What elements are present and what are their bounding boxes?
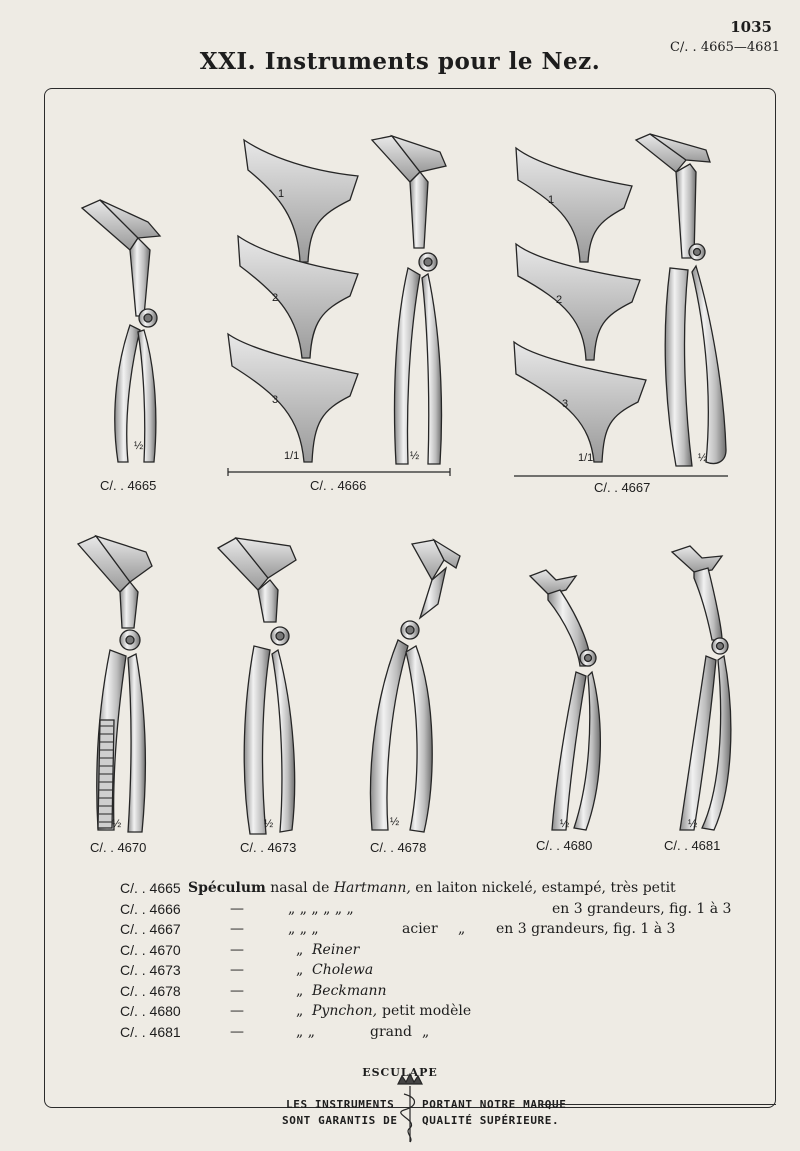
figure-code-4673: C/. . 4673 bbox=[240, 840, 297, 855]
legend-code: C/. . 4673 bbox=[120, 962, 181, 978]
catalog-legend bbox=[120, 880, 740, 1044]
legend-ditto: „ bbox=[296, 1003, 304, 1019]
esculape-emblem bbox=[398, 1074, 422, 1142]
legend-row bbox=[120, 983, 740, 1004]
figure-code-4681: C/. . 4681 bbox=[664, 838, 721, 853]
legend-ditto: „ „ „ „ „ „ bbox=[288, 900, 354, 917]
blade-label: 1 bbox=[548, 194, 555, 206]
legend-inventor: Reiner bbox=[312, 941, 360, 958]
page-number: 1035 bbox=[730, 18, 772, 36]
blade-label: 3 bbox=[272, 394, 279, 406]
legend-dash: — bbox=[230, 982, 244, 999]
footer-line2-right: QUALITÉ SUPÉRIEURE. bbox=[422, 1114, 560, 1127]
blade-label: 1 bbox=[278, 188, 285, 200]
speculum-4681-drawing bbox=[672, 546, 731, 830]
speculum-4666-drawing bbox=[372, 136, 446, 464]
scale-label: ½ bbox=[112, 818, 122, 830]
figure-code-4667: C/. . 4667 bbox=[594, 480, 651, 495]
legend-inventor: Beckmann bbox=[312, 982, 387, 999]
legend-row bbox=[120, 1003, 740, 1024]
legend-ditto: „ „ „ bbox=[288, 921, 319, 937]
legend-code: C/. . 4680 bbox=[120, 1003, 181, 1019]
legend-description bbox=[188, 880, 676, 896]
legend-ditto: „ bbox=[296, 962, 304, 978]
figure-code-4665: C/. . 4665 bbox=[100, 478, 157, 493]
legend-extra: grand bbox=[370, 1023, 412, 1040]
legend-size: en 3 grandeurs, fig. 1 à 3 bbox=[496, 921, 676, 937]
legend-desc-name: Hartmann, bbox=[333, 880, 411, 896]
legend-ditto: „ „ bbox=[296, 1023, 315, 1040]
legend-ditto: „ bbox=[458, 921, 466, 937]
page-title: XXI. Instruments pour le Nez. bbox=[199, 48, 601, 75]
speculum-4667-blades bbox=[514, 148, 646, 462]
legend-dash: — bbox=[230, 1023, 244, 1040]
blade-label: 2 bbox=[272, 292, 279, 304]
speculum-4666-blades bbox=[228, 140, 358, 462]
legend-row bbox=[120, 962, 740, 983]
legend-inventor: Cholewa bbox=[312, 962, 374, 978]
scale-label: ½ bbox=[688, 818, 698, 830]
scale-label: 1/1 bbox=[578, 452, 594, 464]
legend-dash: — bbox=[230, 941, 244, 958]
scale-label: ½ bbox=[698, 452, 708, 464]
legend-code: C/. . 4665 bbox=[120, 880, 181, 896]
figure-code-4680: C/. . 4680 bbox=[536, 838, 593, 853]
legend-material: acier bbox=[402, 921, 438, 937]
legend-desc-bold: Spéculum bbox=[188, 880, 266, 896]
legend-row bbox=[120, 921, 740, 942]
legend-code: C/. . 4670 bbox=[120, 941, 181, 958]
speculum-4680-drawing bbox=[530, 570, 600, 830]
legend-code: C/. . 4681 bbox=[120, 1023, 181, 1040]
footer-rule bbox=[540, 1104, 776, 1105]
scale-label: ½ bbox=[560, 818, 570, 830]
legend-dash: — bbox=[230, 962, 244, 978]
legend-dash: — bbox=[230, 1003, 244, 1019]
catalog-range: C/. . 4665—4681 bbox=[669, 40, 780, 55]
figure-code-4666: C/. . 4666 bbox=[310, 478, 367, 493]
legend-extra: petit modèle bbox=[382, 1003, 472, 1019]
figure-code-4670: C/. . 4670 bbox=[90, 840, 147, 855]
legend-dash: — bbox=[230, 900, 244, 917]
speculum-4665-drawing bbox=[82, 200, 160, 462]
scale-label: 1/1 bbox=[284, 450, 300, 462]
legend-ditto: „ bbox=[422, 1023, 430, 1040]
scale-label: ½ bbox=[390, 816, 400, 828]
blade-label: 2 bbox=[556, 294, 563, 306]
legend-code: C/. . 4667 bbox=[120, 921, 181, 937]
scale-label: ½ bbox=[264, 818, 274, 830]
legend-row bbox=[120, 1024, 740, 1045]
bracket-4666 bbox=[228, 468, 450, 476]
legend-row bbox=[120, 880, 740, 901]
legend-ditto: „ bbox=[296, 982, 304, 999]
scale-label: ½ bbox=[134, 440, 144, 452]
footer-line1-left: LES INSTRUMENTS bbox=[286, 1098, 395, 1111]
speculum-4673-drawing bbox=[218, 538, 296, 834]
speculum-4678-drawing bbox=[370, 540, 460, 832]
blade-label: 3 bbox=[562, 398, 569, 410]
speculum-4670-drawing bbox=[78, 536, 152, 832]
footer-line2-left: SONT GARANTIS DE bbox=[282, 1114, 398, 1127]
legend-code: C/. . 4666 bbox=[120, 900, 181, 917]
scale-label: ½ bbox=[410, 450, 420, 462]
brand-name: ESCULAPE bbox=[362, 1066, 438, 1079]
legend-row bbox=[120, 901, 740, 922]
legend-code: C/. . 4678 bbox=[120, 982, 181, 999]
footer-line1-right: PORTANT NOTRE MARQUE bbox=[422, 1098, 567, 1111]
legend-size: en 3 grandeurs, fig. 1 à 3 bbox=[552, 900, 732, 917]
legend-row bbox=[120, 942, 740, 963]
legend-inventor: Pynchon, bbox=[312, 1003, 378, 1019]
legend-desc-pre: nasal de bbox=[270, 880, 330, 896]
legend-desc-post: en laiton nickelé, estampé, très petit bbox=[415, 880, 676, 896]
legend-ditto: „ bbox=[296, 941, 304, 958]
speculum-4667-drawing bbox=[636, 134, 726, 466]
legend-dash: — bbox=[230, 921, 244, 937]
figure-code-4678: C/. . 4678 bbox=[370, 840, 427, 855]
